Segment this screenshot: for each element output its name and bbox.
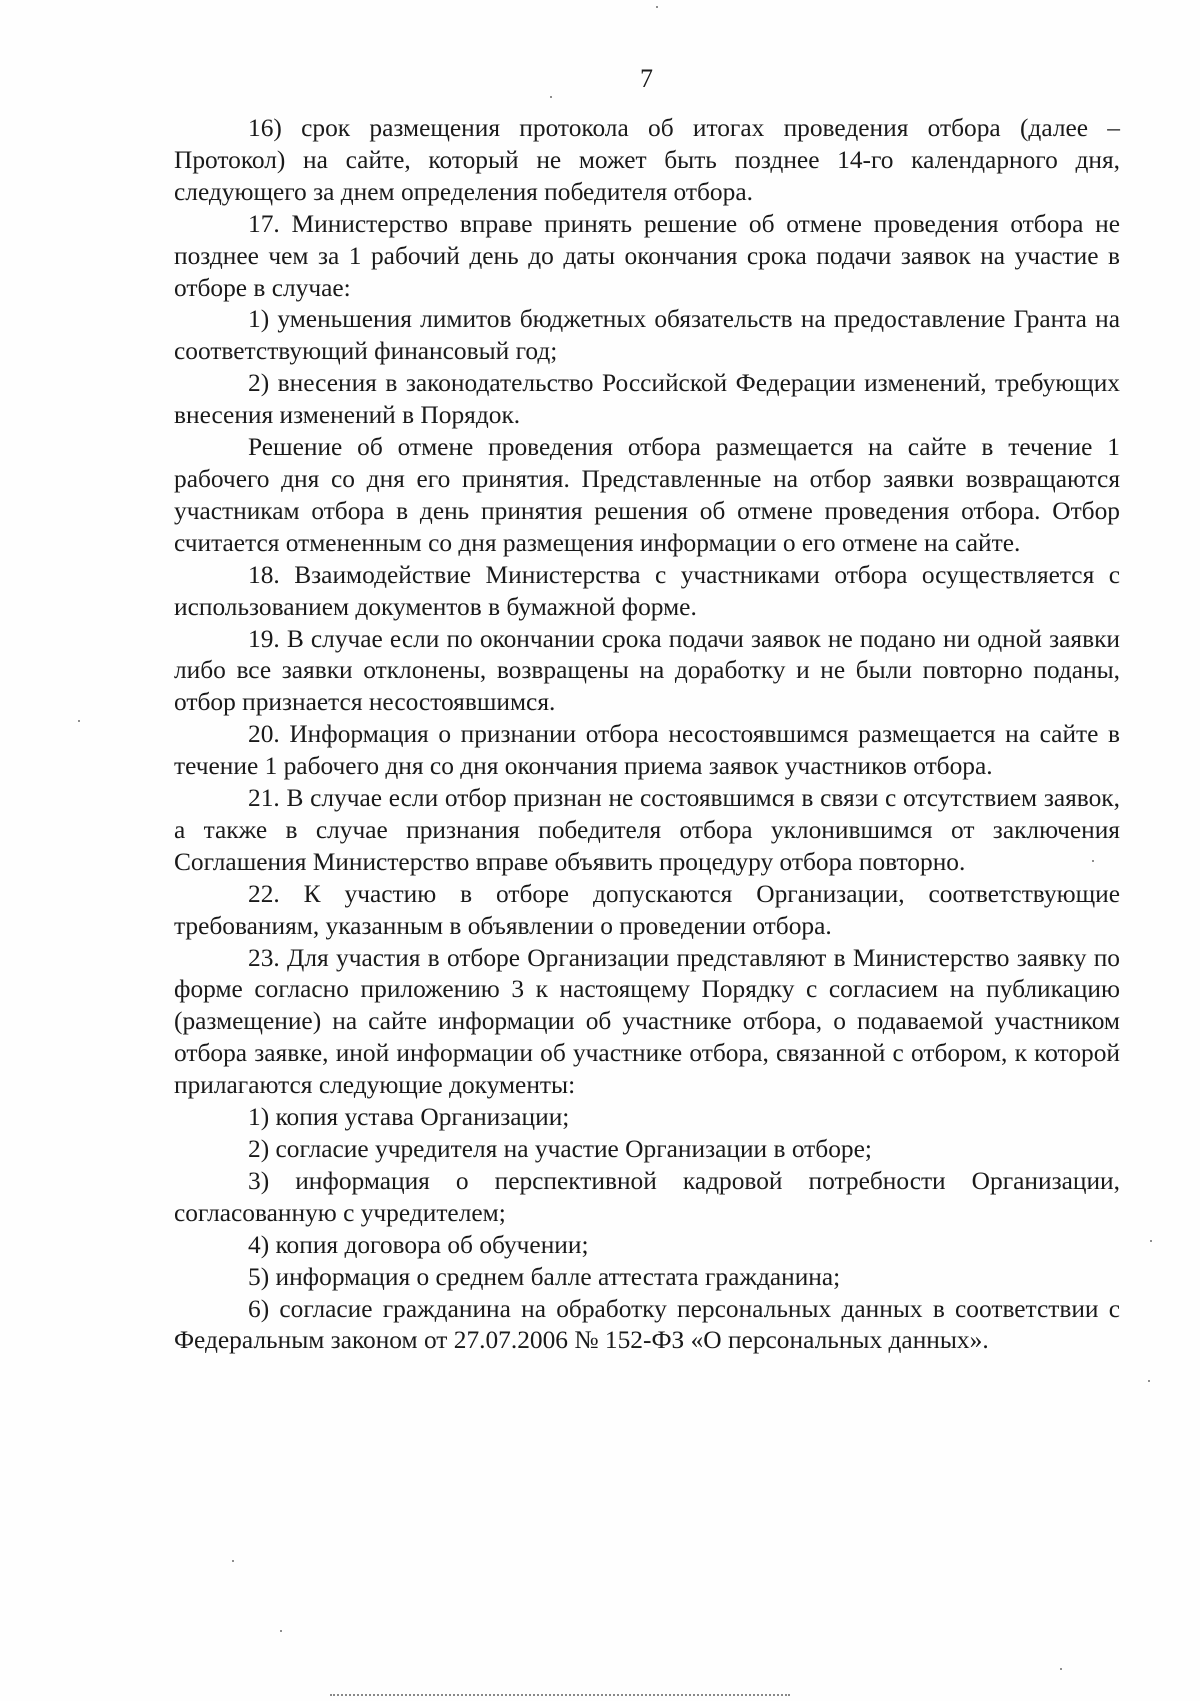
- scan-speck: [656, 6, 658, 8]
- scan-speck: [1150, 1240, 1152, 1242]
- paragraph-18-interaction: 18. Взаимодействие Министерства с участниками отбора осуществляется с использованием документов в бумажной форме.: [174, 560, 1120, 621]
- paragraph-17-item-2: 2) внесения в законодательство Российской Федерации изменений, требующих внесения изменений в Порядок.: [174, 369, 1120, 430]
- paragraph-21-repeat-selection: 21. В случае если отбор признан не состоявшимся в связи с отсутствием заявок, а также в случае признания победителя отбора уклонившимся от заключения Соглашения Министерство вправе объявить процедуру отбора повторно.: [174, 784, 1120, 876]
- paragraph-cancellation-decision: Решение об отмене проведения отбора размещается на сайте в течение 1 рабочего дня со дня его принятия. Представленные на отбор заявки возвращаются участникам отбора в день принятия решения об отмене проведения отбора. Отбор считается отмененным со дня размещения информации о его отмене на сайте.: [174, 433, 1120, 557]
- page-number: 7: [640, 64, 653, 93]
- paragraph-17-cancellation: 17. Министерство вправе принять решение об отмене проведения отбора не позднее чем за 1 рабочий день до даты окончания срока подачи заявок на участие в отборе в случае:: [174, 209, 1120, 302]
- scan-speck: [78, 720, 80, 722]
- document-list-item-4: 4) копия договора об обучении;: [248, 1230, 589, 1259]
- paragraph-19-failed-selection: 19. В случае если по окончании срока подачи заявок не подано ни одной заявки либо все заявки отклонены, возвращены на доработку и не были повторно поданы, отбор признается несостоявшимся.: [174, 624, 1120, 717]
- document-list-item-6: 6) согласие гражданина на обработку персональных данных в соответствии с Федеральным законом от 27.07.2006 № 152-ФЗ «О персональных данных».: [174, 1294, 1120, 1355]
- paragraph-22-admission: 22. К участию в отборе допускаются Организации, соответствующие требованиям, указанным в объявлении о проведении отбора.: [174, 879, 1120, 940]
- document-list-item-3: 3) информация о перспективной кадровой потребности Организации, согласованную с учредителем;: [174, 1166, 1120, 1227]
- scan-edge-artifact: [330, 1694, 790, 1696]
- document-list-item-2: 2) согласие учредителя на участие Организации в отборе;: [248, 1135, 872, 1163]
- document-list-item-1: 1) копия устава Организации;: [248, 1103, 570, 1132]
- document-list-item-5: 5) информация о среднем балле аттестата гражданина;: [248, 1262, 841, 1291]
- paragraph-20-publication: 20. Информация о признании отбора несостоявшимся размещается на сайте в течение 1 рабочего дня со дня окончания приема заявок участников отбора.: [174, 720, 1120, 781]
- paragraph-17-item-1: 1) уменьшения лимитов бюджетных обязательств на предоставление Гранта на соответствующий финансовый год;: [174, 305, 1120, 366]
- paragraph-23-application: 23. Для участия в отборе Организации представляют в Министерство заявку по форме согласно приложению 3 к настоящему Порядку с согласием на публикацию (размещение) на сайте информации об участнике отбора, о подаваемой участником отбора заявке, иной информации об участнике отбора, связанной с отбором, к которой прилагаются следующие документы:: [174, 943, 1120, 1100]
- scan-speck: [1092, 860, 1094, 862]
- document-body: [174, 113, 1120, 1357]
- scan-speck: [550, 96, 552, 98]
- scan-speck: [232, 1560, 234, 1562]
- paragraph-16-protocol-deadline: 16) срок размещения протокола об итогах проведения отбора (далее – Протокол) на сайте, который не может быть позднее 14-го календарного дня, следующего за днем определения победителя отбора.: [174, 114, 1120, 206]
- scan-speck: [280, 1630, 282, 1632]
- scan-speck: [1060, 1668, 1062, 1670]
- scan-speck: [1148, 1380, 1150, 1382]
